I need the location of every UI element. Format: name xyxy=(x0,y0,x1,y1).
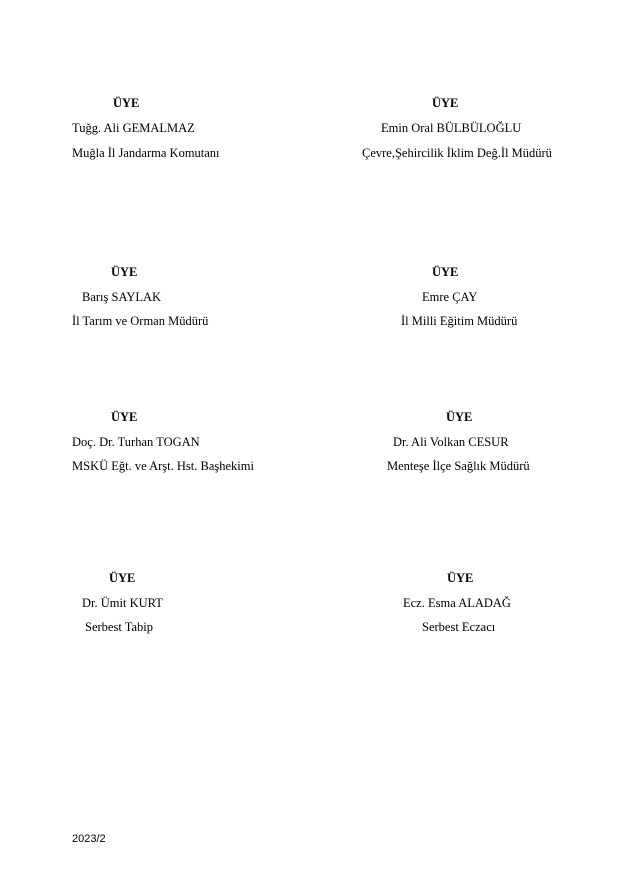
member-4-title: İl Milli Eğitim Müdürü xyxy=(401,314,518,328)
member-5-role: ÜYE xyxy=(111,410,138,424)
member-2-role: ÜYE xyxy=(432,96,459,110)
member-8-name: Ecz. Esma ALADAĞ xyxy=(403,596,511,610)
member-1-name: Tuğg. Ali GEMALMAZ xyxy=(72,121,195,135)
member-7-title: Serbest Tabip xyxy=(85,620,153,634)
member-6-name: Dr. Ali Volkan CESUR xyxy=(393,435,509,449)
member-3-title: İl Tarım ve Orman Müdürü xyxy=(72,314,209,328)
member-2-title: Çevre,Şehircilik İklim Değ.İl Müdürü xyxy=(362,146,552,160)
member-3-role: ÜYE xyxy=(111,265,138,279)
footer-page-number: 2023/2 xyxy=(72,833,106,845)
member-2-name: Emin Oral BÜLBÜLOĞLU xyxy=(381,121,522,135)
member-4-name: Emre ÇAY xyxy=(422,290,478,304)
member-3-name: Barış SAYLAK xyxy=(82,290,162,304)
member-7-name: Dr. Ümit KURT xyxy=(82,596,163,610)
member-8-role: ÜYE xyxy=(447,571,474,585)
member-4-role: ÜYE xyxy=(432,265,459,279)
member-5-title: MSKÜ Eğt. ve Arşt. Hst. Başhekimi xyxy=(72,459,254,473)
member-1-role: ÜYE xyxy=(113,96,140,110)
member-8-title: Serbest Eczacı xyxy=(422,620,496,634)
member-6-role: ÜYE xyxy=(446,410,473,424)
member-1-title: Muğla İl Jandarma Komutanı xyxy=(72,146,220,160)
member-5-name: Doç. Dr. Turhan TOGAN xyxy=(72,435,200,449)
member-7-role: ÜYE xyxy=(109,571,136,585)
member-6-title: Menteşe İlçe Sağlık Müdürü xyxy=(387,459,530,473)
